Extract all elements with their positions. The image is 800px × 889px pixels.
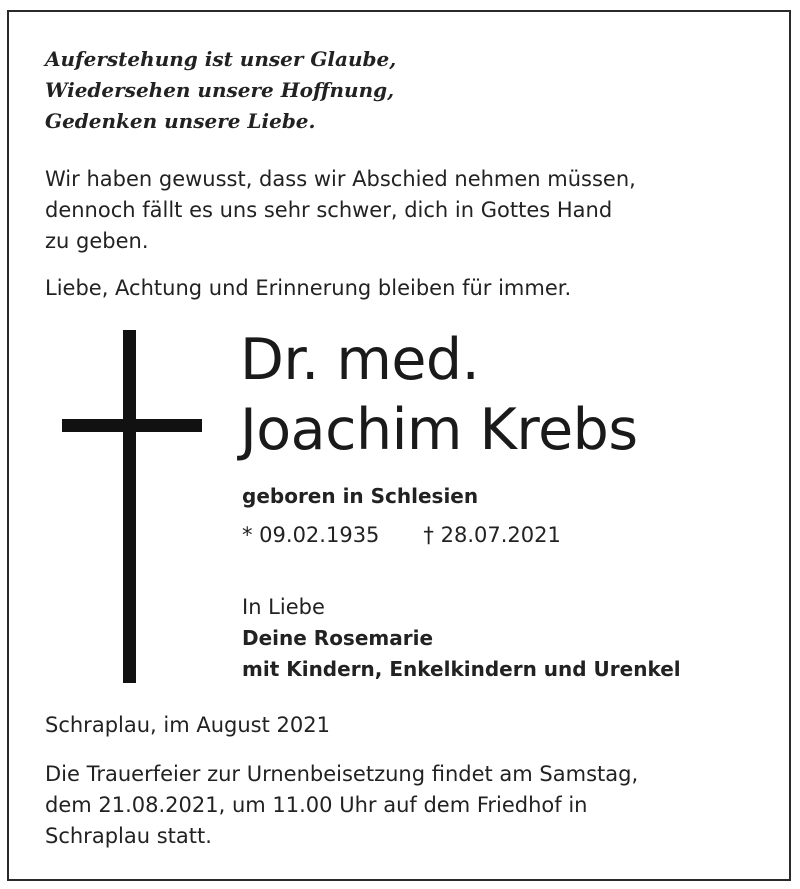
funeral-line: Die Trauerfeier zur Urnenbeisetzung findet am Samstag,	[45, 762, 639, 786]
motto-verse	[45, 44, 396, 137]
cross-icon	[123, 330, 136, 683]
closing-sentence: Liebe, Achtung und Erinnerung bleiben für immer.	[45, 276, 572, 300]
mourners-block	[242, 592, 681, 685]
life-dates	[242, 520, 561, 550]
motto-line: Wiedersehen unsere Hoffnung,	[45, 78, 395, 102]
motto-line: Auferstehung ist unser Glaube,	[45, 47, 397, 71]
death-date: † 28.07.2021	[423, 523, 561, 547]
intro-line: Wir haben gewusst, dass wir Abschied nehmen müssen,	[45, 167, 636, 191]
motto-line: Gedenken unsere Liebe.	[45, 109, 316, 133]
funeral-info	[45, 759, 638, 852]
deceased-title: Dr. med.	[240, 327, 480, 393]
birth-date: * 09.02.1935	[242, 523, 380, 547]
deceased-name: Joachim Krebs	[240, 397, 638, 463]
place-date: Schraplau, im August 2021	[45, 713, 330, 737]
mourner-family: mit Kindern, Enkelkindern und Urenkel	[242, 657, 681, 681]
cross-icon-bar	[62, 419, 202, 432]
intro-paragraph	[45, 164, 636, 257]
mourner-spouse: Deine Rosemarie	[242, 626, 434, 650]
funeral-line: Schraplau statt.	[45, 824, 212, 848]
intro-line: dennoch fällt es uns sehr schwer, dich in Gottes Hand	[45, 198, 613, 222]
birthplace: geboren in Schlesien	[242, 484, 479, 508]
deceased-name-block	[240, 325, 638, 465]
intro-line: zu geben.	[45, 229, 149, 253]
mourners-intro: In Liebe	[242, 595, 325, 619]
funeral-line: dem 21.08.2021, um 11.00 Uhr auf dem Friedhof in	[45, 793, 588, 817]
